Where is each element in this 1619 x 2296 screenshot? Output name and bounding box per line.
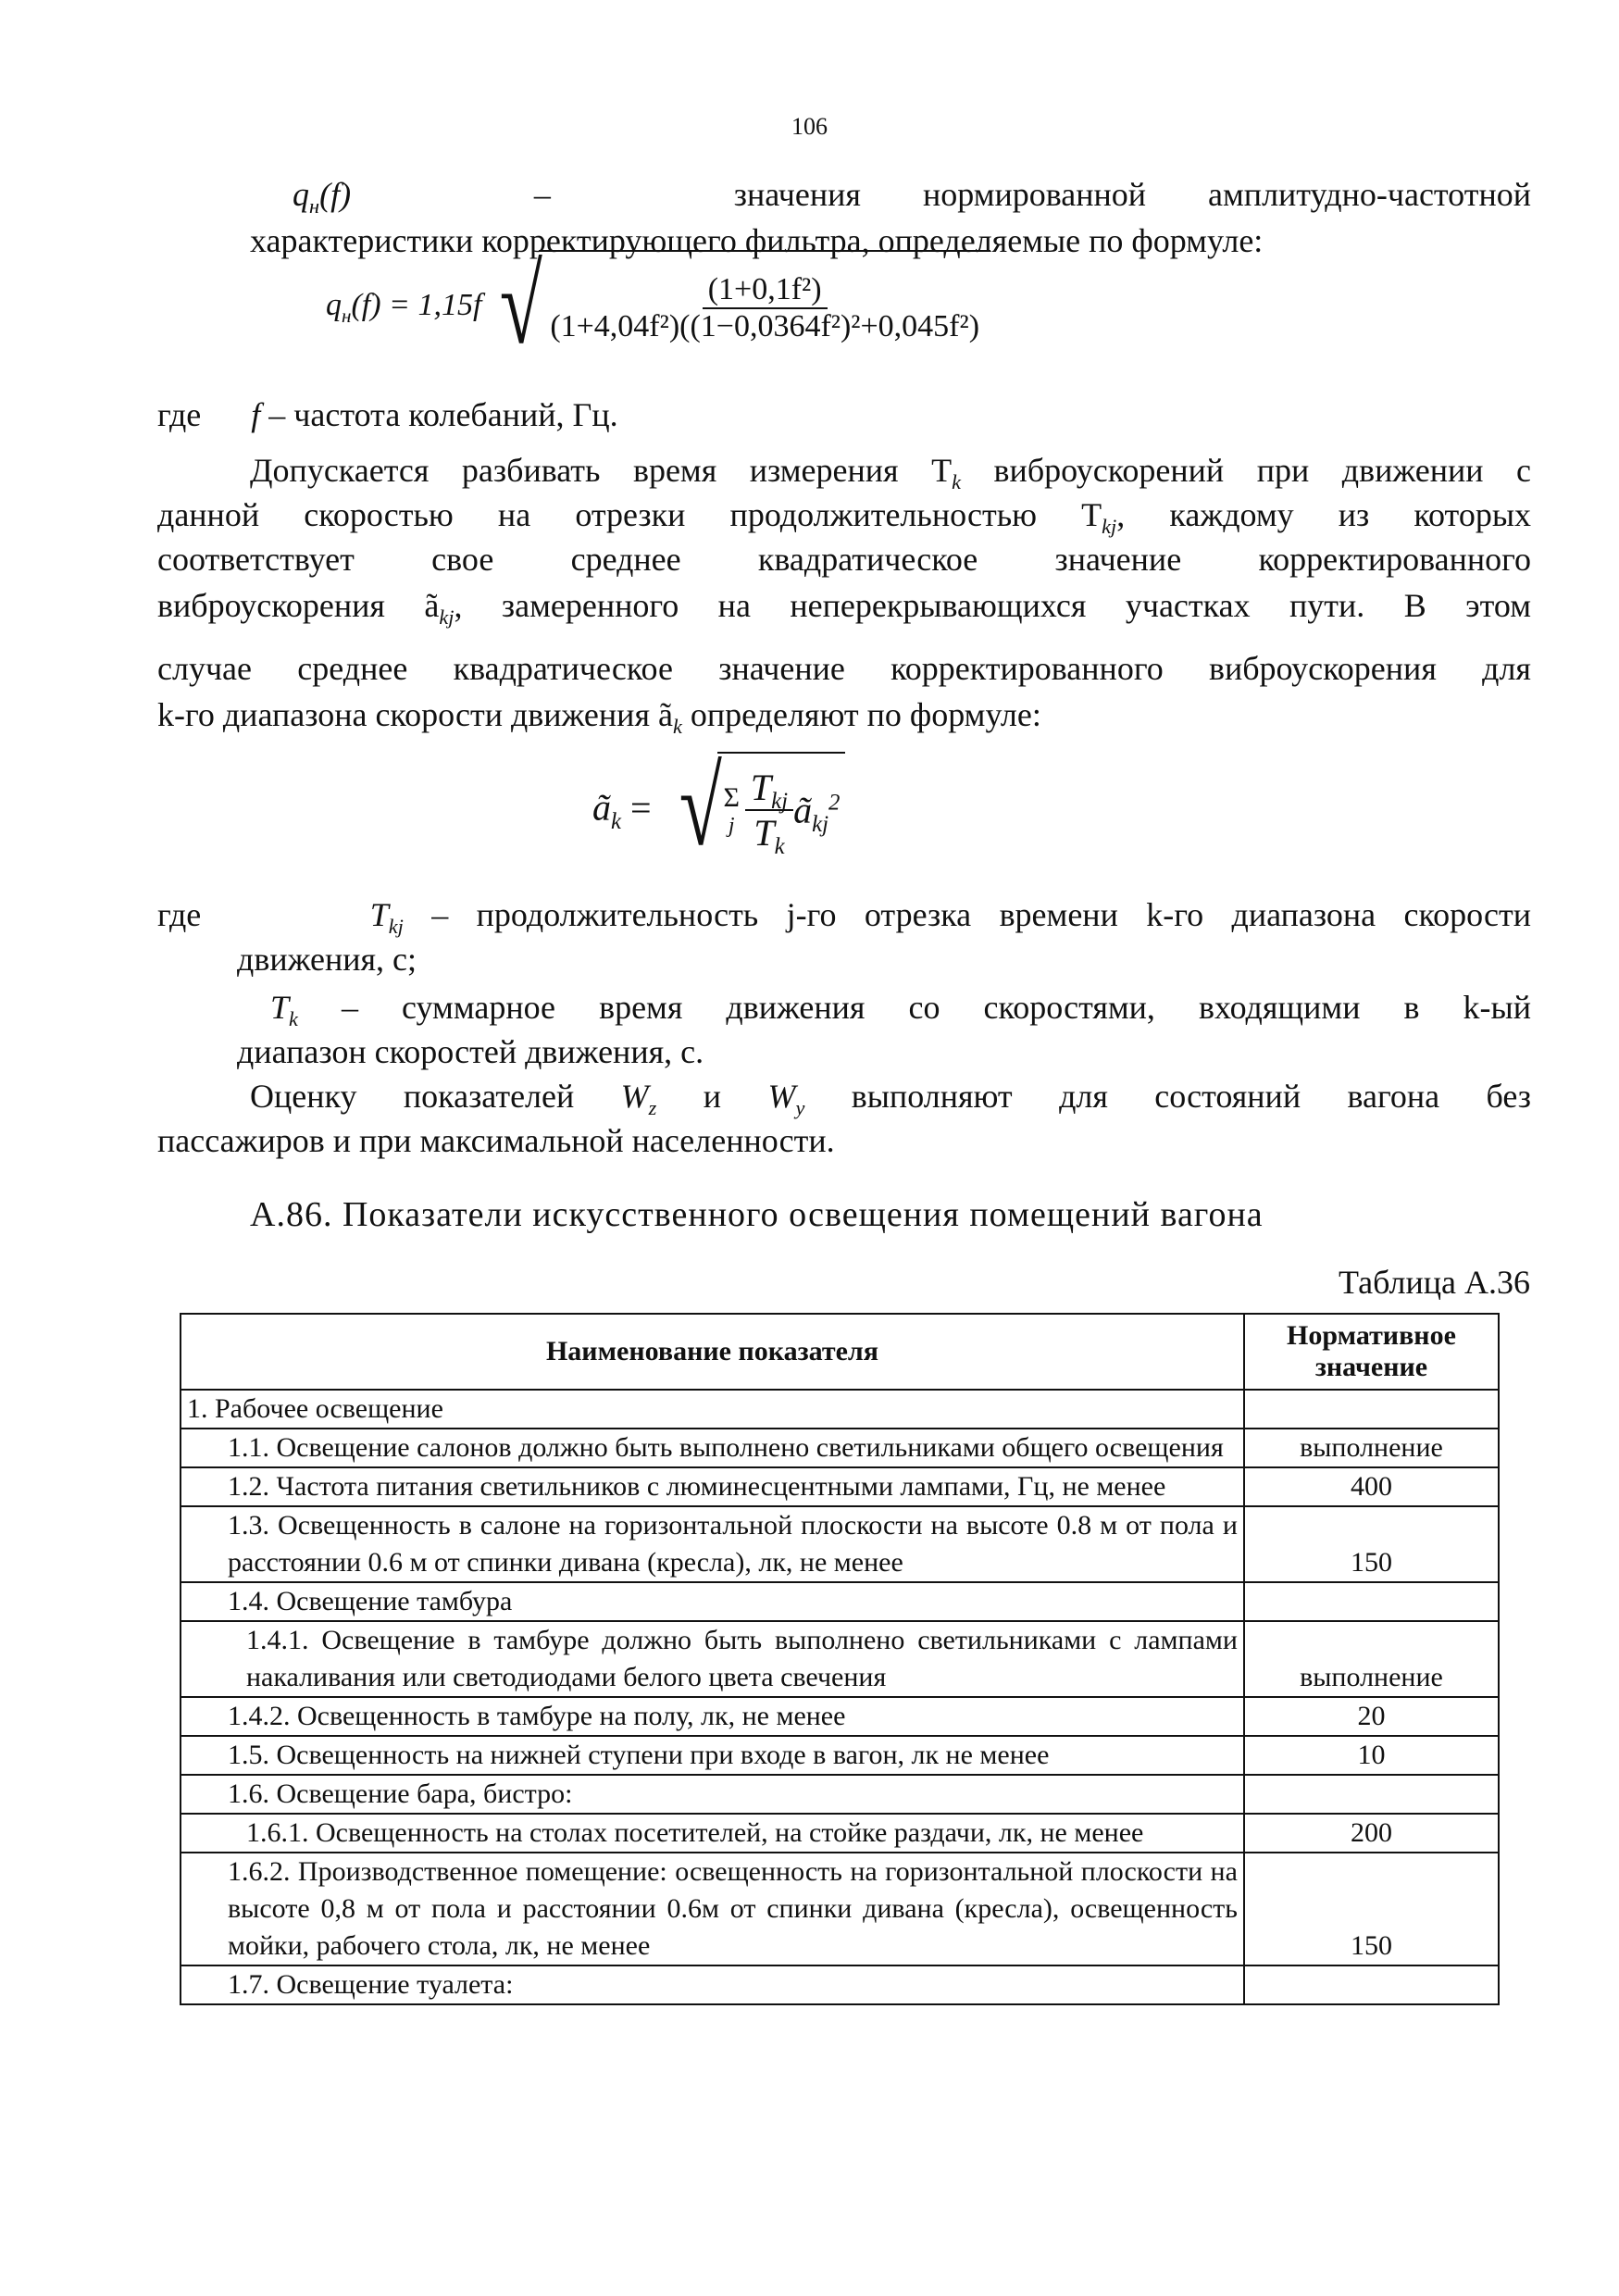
row-value: 400 [1244, 1467, 1499, 1506]
row-name: 1.6.2. Производственное помещение: освещенность на горизонтальной плоскости на высоте 0,8 м от пола и расстоянии 0.6м от спинки дивана (кресла), освещенность мойки, рабочего стола, лк, не менее [181, 1853, 1244, 1965]
row-name: 1.1. Освещение салонов должно быть выполнено светильниками общего освещения [181, 1429, 1244, 1467]
header-name: Наименование показателя [181, 1314, 1244, 1390]
where2-line5: Оценку показателей $W_z$ и $W_y$ выполняют для состояний вагона без [250, 1078, 1531, 1120]
formula2-sum: Σ j [723, 781, 740, 838]
para1-line2: данной скоростью на отрезки продолжительностью $T_{kj}$, каждому из которых [157, 496, 1531, 539]
row-name: 1. Рабочее освещение [181, 1390, 1244, 1429]
formula2-equals: = [630, 786, 652, 829]
table-row [181, 1467, 1499, 1506]
where-label: где [157, 896, 202, 933]
row-name: 1.6.1. Освещенность на столах посетителей, на стойке раздачи, лк, не менее [181, 1814, 1244, 1853]
where2-line6: пассажиров и при максимальной населенности. [157, 1122, 835, 1159]
row-name: 1.7. Освещение туалета: [181, 1965, 1244, 2004]
para1-line4: виброускорения $ã_{kj}$, замеренного на неперекрывающихся участках пути. В этом [157, 587, 1531, 630]
row-value [1244, 1390, 1499, 1429]
f-symbol: f [251, 396, 261, 433]
row-value: выполнение [1244, 1621, 1499, 1697]
where-label: где [157, 396, 202, 433]
formula2-lhs: $ã_k$ [592, 786, 622, 834]
table-row [181, 1736, 1499, 1775]
table-row [181, 1582, 1499, 1621]
where2-line4: диапазон скоростей движения, с. [237, 1033, 704, 1070]
formula2-term: $ã_{kj}^2$ [793, 789, 841, 837]
where1 [157, 393, 1531, 437]
header-value: Нормативное значение [1244, 1314, 1499, 1390]
row-name: 1.3. Освещенность в салоне на горизонтальной плоскости на высоте 0.8 м от пола и расстоянии 0.6 м от спинки дивана (кресла), лк, не менее [181, 1506, 1244, 1582]
formula2-sqrt: √ Σ j $\frac{T_{kj}}{T_k}$ $ã_{kj}^2$ [661, 752, 846, 863]
table-row [181, 1697, 1499, 1736]
row-value [1244, 1775, 1499, 1814]
row-value: 150 [1244, 1506, 1499, 1582]
where2-line3: $T_k$ – суммарное время движения со скоростями, входящими в k-ый [270, 989, 1531, 1031]
lighting-table [180, 1313, 1500, 2005]
intro-line-1 [293, 172, 1531, 217]
table-row [181, 1621, 1499, 1697]
row-name: 1.6. Освещение бара, бистро: [181, 1775, 1244, 1814]
row-name: 1.4. Освещение тамбура [181, 1582, 1244, 1621]
table-header-row [181, 1314, 1499, 1390]
formula1-denominator: (1+4,04f²)((1−0,0364f²)²+0,045f²) [550, 309, 980, 343]
formula1-numerator: (1+0,1f²) [703, 272, 828, 309]
row-name: 1.4.1. Освещение в тамбуре должно быть выполнено светильниками с лампами накаливания или светодиодами белого цвета свечения [181, 1621, 1244, 1697]
row-value: 10 [1244, 1736, 1499, 1775]
intro-text: значения нормированной амплитудно-частотной [733, 176, 1531, 213]
section-title: А.86. Показатели искусственного освещения помещений вагона [250, 1195, 1264, 1234]
table-row [181, 1506, 1499, 1582]
table-caption: Таблица А.36 [1339, 1264, 1530, 1301]
formula2-fraction: $\frac{T_{kj}}{T_k}$ [745, 766, 793, 855]
table-row [181, 1965, 1499, 2004]
row-value [1244, 1965, 1499, 2004]
row-name: 1.5. Освещенность на нижней ступени при входе в вагон, лк не менее [181, 1736, 1244, 1775]
formula1-sqrt: √ $\frac{\text{(1+0,1f²)}}{\text{(1+4,04f²)((1−0,0364f²)²+0,045f²)}}$ [481, 250, 990, 361]
table-row [181, 1429, 1499, 1467]
para1-line1: Допускается разбивать время измерения $T_k$ виброускорений при движении с [250, 452, 1532, 494]
para1-line3: соответствует свое среднее квадратическое значение корректированного [157, 541, 1531, 578]
table-row [181, 1853, 1499, 1965]
para1-line6: k-го диапазона скорости движения $ã_k$ определяют по формуле: [157, 696, 1041, 739]
row-value: 150 [1244, 1853, 1499, 1965]
table-row [181, 1775, 1499, 1814]
row-value: выполнение [1244, 1429, 1499, 1467]
where2-line2: движения, с; [237, 941, 417, 978]
table-row [181, 1814, 1499, 1853]
row-name: 1.4.2. Освещенность в тамбуре на полу, лк, не менее [181, 1697, 1244, 1736]
intro-line-2: характеристики корректирующего фильтра, определяемые по формуле: [250, 222, 1264, 259]
where2-line1: где $T_{kj}$ – продолжительность j-го отрезка времени k-го диапазона скорости [157, 896, 1532, 939]
formula-qn [326, 243, 990, 367]
dash: – [533, 176, 551, 213]
row-value [1244, 1582, 1499, 1621]
row-name: 1.2. Частота питания светильников с люминесцентными лампами, Гц, не менее [181, 1467, 1244, 1506]
formula1-lhs: $q_н(f) = 1,15f$ [326, 288, 482, 327]
row-value: 200 [1244, 1814, 1499, 1853]
row-value: 20 [1244, 1697, 1499, 1736]
formula-ak [592, 745, 845, 868]
table-row [181, 1390, 1499, 1429]
where1-text: – частота колебаний, Гц. [268, 396, 618, 433]
para1-line5: случае среднее квадратическое значение корректированного виброускорения для [157, 650, 1531, 687]
qn-symbol: $q_н(f)$ [293, 176, 352, 218]
page-number: 106 [791, 113, 828, 140]
